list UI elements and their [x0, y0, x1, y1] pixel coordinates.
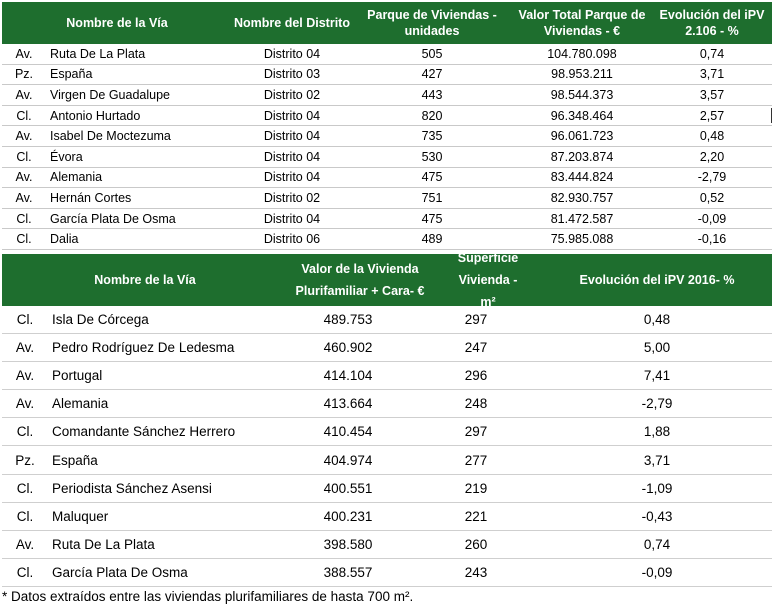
table-header	[2, 251, 772, 309]
street-name: Évora	[50, 149, 83, 164]
ipv-evolution: -0,09	[697, 211, 727, 226]
table-row	[2, 85, 772, 106]
dwelling-value: 413.664	[323, 396, 373, 412]
total-value: 98.953.211	[551, 67, 613, 82]
surface: 247	[464, 340, 488, 356]
ipv-evolution: -0,16	[697, 232, 727, 247]
ipv-evolution: 2,20	[699, 149, 725, 164]
surface: 296	[464, 368, 488, 384]
dwelling-value: 400.551	[323, 480, 373, 496]
ipv-evolution: -0,09	[641, 564, 673, 580]
street-type: Cl.	[16, 480, 34, 496]
housing-units: 475	[421, 170, 443, 185]
housing-units: 505	[421, 46, 443, 61]
dwelling-value: 404.974	[323, 452, 373, 468]
header-surface	[432, 247, 544, 313]
street-type: Cl.	[16, 149, 32, 164]
ipv-evolution: 3,71	[643, 452, 671, 468]
table-row	[2, 126, 772, 147]
street-type: Av.	[15, 87, 33, 102]
street-name: Alemania	[50, 170, 103, 185]
header-surface-line1: Superficie Vivienda -	[457, 251, 519, 287]
dwelling-value: 410.454	[323, 424, 373, 440]
table-row	[2, 390, 772, 418]
table-row	[2, 188, 772, 209]
housing-units: 475	[421, 211, 443, 226]
ipv-evolution: 7,41	[643, 368, 671, 384]
header-street-name: Nombre de la Vía	[66, 16, 168, 30]
total-value: 81.472.587	[550, 211, 614, 226]
table-row	[2, 418, 772, 446]
ipv-evolution: 0,48	[699, 129, 725, 144]
header-ipv-evolution: Evolución del iPV 2.106 - %	[659, 8, 765, 38]
dwelling-value: 398.580	[323, 536, 373, 552]
street-type: Av.	[15, 340, 35, 356]
district: Distrito 04	[263, 170, 321, 185]
street-type: Cl.	[16, 232, 32, 247]
street-type: Av.	[15, 190, 33, 205]
header-dwelling-value-line2: Plurifamiliar + Cara- €	[295, 284, 425, 298]
table-row	[2, 168, 772, 189]
header-district: Nombre del Distrito	[234, 16, 350, 30]
street-type: Cl.	[16, 312, 34, 328]
district: Distrito 02	[263, 87, 321, 102]
streets-district-table	[2, 2, 772, 250]
surface: 221	[464, 508, 488, 524]
total-value: 75.985.088	[550, 232, 614, 247]
street-type: Av.	[15, 170, 33, 185]
street-name: Isla De Córcega	[52, 312, 149, 328]
ipv-evolution: -1,09	[641, 480, 673, 496]
ipv-evolution: 0,74	[699, 46, 725, 61]
ipv-evolution: 3,57	[699, 87, 725, 102]
table-body	[2, 306, 772, 587]
street-name: Ruta De La Plata	[50, 46, 146, 61]
ipv-evolution: -2,79	[697, 170, 727, 185]
total-value: 87.203.874	[550, 149, 614, 164]
total-value: 104.780.098	[547, 46, 617, 61]
ipv-evolution: 2,57	[699, 108, 725, 123]
header-dwelling-value	[288, 258, 432, 302]
street-name: Portugal	[52, 368, 103, 384]
district: Distrito 02	[263, 190, 321, 205]
table-row	[2, 334, 772, 362]
surface: 277	[464, 452, 488, 468]
table-row	[2, 503, 772, 531]
total-value: 96.348.464	[550, 108, 614, 123]
district: Distrito 06	[263, 232, 321, 247]
table-row	[2, 362, 772, 390]
district: Distrito 03	[263, 67, 321, 82]
table-row	[2, 65, 772, 86]
street-type: Cl.	[16, 211, 32, 226]
table-row	[2, 106, 772, 127]
housing-units: 489	[421, 232, 443, 247]
street-name: Ruta De La Plata	[52, 536, 155, 552]
table-row	[2, 531, 772, 559]
street-type: Av.	[15, 536, 35, 552]
street-name: Isabel De Moctezuma	[50, 129, 171, 144]
district: Distrito 04	[263, 46, 321, 61]
table-row	[2, 229, 772, 250]
dwelling-value: 489.753	[323, 312, 373, 328]
district: Distrito 04	[263, 211, 321, 226]
total-value: 83.444.824	[550, 170, 614, 185]
street-type: Cl.	[16, 564, 34, 580]
street-type: Av.	[15, 46, 33, 61]
table-row	[2, 209, 772, 230]
street-type: Av.	[15, 396, 35, 412]
street-type: Cl.	[16, 508, 34, 524]
ipv-evolution: 0,74	[643, 536, 671, 552]
dwelling-value: 414.104	[323, 368, 373, 384]
table-row	[2, 306, 772, 334]
street-name: Maluquer	[52, 508, 109, 524]
footnote: * Datos extraídos entre las viviendas plurifamiliares de hasta 700 m².	[2, 589, 414, 604]
street-type: Pz.	[14, 67, 34, 82]
housing-units: 751	[421, 190, 443, 205]
housing-units: 530	[421, 149, 443, 164]
street-name: España	[52, 452, 98, 468]
dwelling-value: 400.231	[323, 508, 373, 524]
street-type: Av.	[15, 368, 35, 384]
street-name: Antonio Hurtado	[50, 108, 141, 123]
street-name: Comandante Sánchez Herrero	[52, 424, 236, 440]
table-header	[2, 2, 772, 44]
table-row	[2, 44, 772, 65]
surface: 248	[464, 396, 488, 412]
table-row	[2, 559, 772, 587]
header-street-name: Nombre de la Vía	[94, 273, 196, 287]
surface: 243	[464, 564, 488, 580]
ipv-evolution: -0,43	[641, 508, 673, 524]
header-total-value: Valor Total Parque de Viviendas - €	[518, 8, 646, 38]
ipv-evolution: 0,52	[699, 190, 725, 205]
header-surface-line2: m²	[480, 295, 496, 309]
street-name: Periodista Sánchez Asensi	[52, 480, 212, 496]
district: Distrito 04	[263, 129, 321, 144]
table-row	[2, 446, 772, 474]
surface: 297	[464, 312, 488, 328]
street-type: Cl.	[16, 424, 34, 440]
street-name: Virgen De Guadalupe	[50, 87, 170, 102]
header-ipv-evolution: Evolución del iPV 2016- %	[579, 273, 735, 287]
district: Distrito 04	[263, 108, 321, 123]
housing-units: 820	[421, 108, 443, 123]
surface: 260	[464, 536, 488, 552]
surface: 219	[464, 480, 488, 496]
table-body	[2, 44, 772, 250]
street-type: Pz.	[15, 452, 35, 468]
table-row	[2, 147, 772, 168]
street-name: Alemania	[52, 396, 109, 412]
street-name: Pedro Rodríguez De Ledesma	[52, 340, 235, 356]
ipv-evolution: 0,48	[643, 312, 671, 328]
street-name: Dalia	[50, 232, 79, 247]
district: Distrito 04	[263, 149, 321, 164]
ipv-evolution: 3,71	[699, 67, 725, 82]
street-name: García Plata De Osma	[52, 564, 188, 580]
street-type: Av.	[15, 129, 33, 144]
ipv-evolution: -2,79	[641, 396, 673, 412]
ipv-evolution: 1,88	[643, 424, 671, 440]
street-type: Cl.	[16, 108, 32, 123]
surface: 297	[464, 424, 488, 440]
streets-value-table	[2, 251, 772, 587]
header-housing-units: Parque de Viviendas - unidades	[367, 8, 497, 38]
total-value: 82.930.757	[550, 190, 614, 205]
table-row	[2, 475, 772, 503]
street-name: Hernán Cortes	[50, 190, 132, 205]
ipv-evolution: 5,00	[643, 340, 671, 356]
housing-units: 735	[421, 129, 443, 144]
housing-units: 443	[421, 87, 443, 102]
total-value: 98.544.373	[550, 87, 614, 102]
street-name: España	[50, 67, 93, 82]
dwelling-value: 388.557	[323, 564, 373, 580]
header-dwelling-value-line1: Valor de la Vivienda	[301, 262, 419, 276]
total-value: 96.061.723	[550, 129, 614, 144]
dwelling-value: 460.902	[323, 340, 373, 356]
housing-units: 427	[421, 67, 443, 82]
street-name: García Plata De Osma	[50, 211, 176, 226]
